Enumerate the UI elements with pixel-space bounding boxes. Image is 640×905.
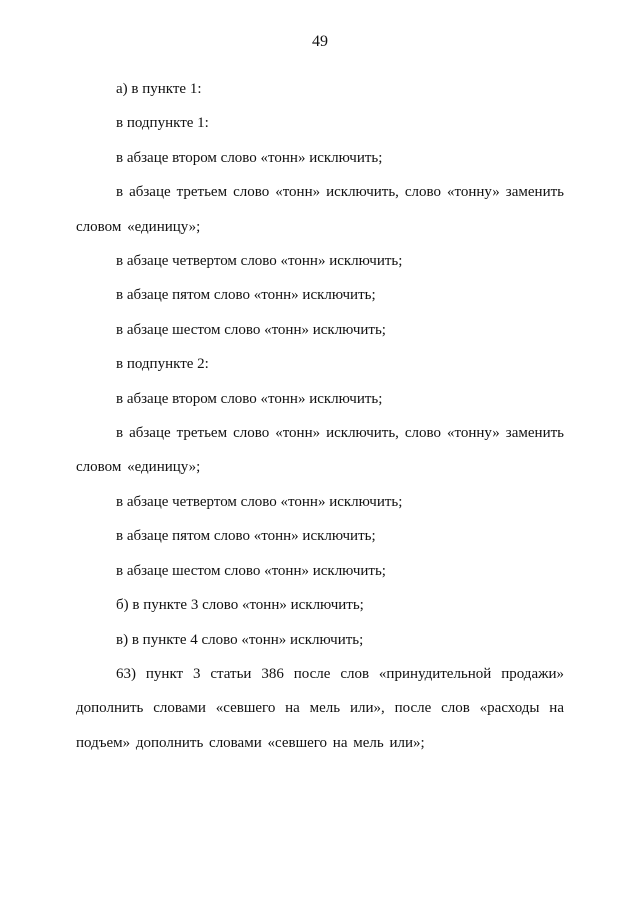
paragraph-text: в абзаце пятом слово «тонн» исключить; <box>116 287 376 304</box>
paragraph-text: в абзаце третьем слово «тонн» исключить, слово «тонну» заменить словом «единицу»; <box>76 184 564 235</box>
paragraph-text: в абзаце четвертом слово «тонн» исключить; <box>116 253 403 270</box>
paragraph-item-v: в) в пункте 4 слово «тонн» исключить; <box>116 631 364 648</box>
page-number: 49 <box>312 33 328 50</box>
paragraph-text: в абзаце втором слово «тонн» исключить; <box>116 390 383 407</box>
paragraph-text: в абзаце шестом слово «тонн» исключить; <box>116 562 386 579</box>
document-body <box>76 72 564 760</box>
paragraph-text: в абзаце третьем слово «тонн» исключить, слово «тонну» заменить словом «единицу»; <box>76 425 564 476</box>
paragraph-item-63: 63) пункт 3 статьи 386 после слов «принудительной продажи» дополнить словами «севшего на мель или», после слов «расходы на подъем» дополнить словами «севшего на мель или»; <box>76 665 564 751</box>
paragraph-text: в абзаце четвертом слово «тонн» исключить; <box>116 493 403 510</box>
paragraph-subitem-1: в подпункте 1: <box>116 115 209 132</box>
paragraph-text: в абзаце пятом слово «тонн» исключить; <box>116 528 376 545</box>
paragraph-item-b: б) в пункте 3 слово «тонн» исключить; <box>116 597 364 614</box>
paragraph-item-a: а) в пункте 1: <box>116 81 202 97</box>
paragraph-subitem-2: в подпункте 2: <box>116 356 209 373</box>
paragraph-text: в абзаце шестом слово «тонн» исключить; <box>116 321 386 338</box>
paragraph-text: в абзаце втором слово «тонн» исключить; <box>116 149 383 166</box>
